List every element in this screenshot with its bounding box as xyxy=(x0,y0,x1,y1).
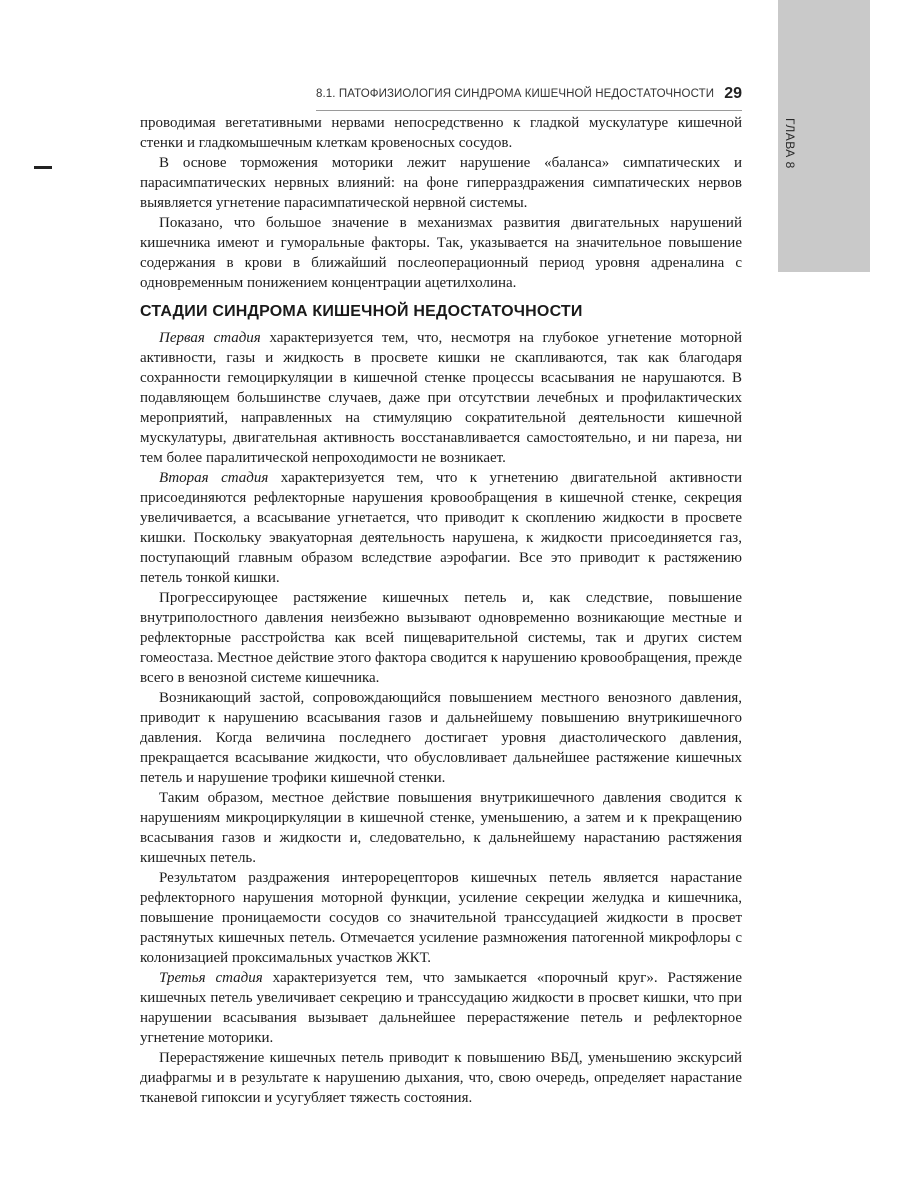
paragraph: Результатом раздражения интерорецепторов кишечных петель является нарастание рефлекторного нарушения моторной функции, усиление секреции желудка и кишечника, повышение проницаемости сосудов со значительной транссудацией жидкости в просвет растянутых кишечных петель. Отмечается усиление размножения патогенной микрофлоры с колонизацией проксимальных участков ЖКТ. xyxy=(140,870,742,966)
paragraph: Показано, что большое значение в механизмах развития двигательных нарушений кишечника имеют и гуморальные факторы. Так, указывается на значительное повышение содержания в крови в ближайший послеоперационный период уровня адреналина с одновременным понижением концентрации ацетилхолина. xyxy=(140,215,742,291)
paragraph: Возникающий застой, сопровождающийся повышением местного венозного давления, приводит к нарушению всасывания газов и дальнейшему повышению внутрикишечного давления. Когда величина последнего достигает уровня диастолического давления, прекращается всасывание жидкости, что обусловливает дальнейшее растяжение кишечных петель и нарушение трофики кишечной стенки. xyxy=(140,690,742,786)
page-number: 29 xyxy=(724,85,742,102)
paragraph: Прогрессирующее растяжение кишечных петель и, как следствие, повышение внутриполостного давления неизбежно вызывают одновременно возникающие местные и рефлекторные расстройства как всей пищеварительной системы, так и других систем гомеостаза. Местное действие этого фактора сводится к нарушению кровообращения, прежде всего в венозной системе кишечника. xyxy=(140,590,742,686)
paragraph: проводимая вегетативными нервами непосредственно к гладкой мускулатуре кишечной стенки и гладкомышечным клеткам кровеносных сосудов. xyxy=(140,115,742,151)
chapter-tab-label: ГЛАВА 8 xyxy=(783,118,797,169)
page-body xyxy=(140,113,742,1108)
stage-2-term: Вторая стадия xyxy=(159,470,269,486)
paragraph-stage-3 xyxy=(140,968,742,1048)
stage-3-text: характеризуется тем, что замыкается «порочный круг». Растяжение кишечных петель увеличивает секрецию и транссудацию жидкости в просвет кишки, что при нарушении всасывания вызывает дальнейшее перерастяжение петель и рефлекторное угнетение моторики. xyxy=(140,970,742,1046)
paragraph-stage-1 xyxy=(140,328,742,468)
paragraph: Таким образом, местное действие повышения внутрикишечного давления сводится к нарушениям микроциркуляции в кишечной стенке, уменьшению, а затем и к прекращению всасывания газов и жидкости и, следовательно, к дальнейшему нарастанию растяжения кишечных петель. xyxy=(140,790,742,866)
stage-1-text: характеризуется тем, что, несмотря на глубокое угнетение моторной активности, газы и жидкость в просвете кишки не скапливаются, так как благодаря сохранности гемоциркуляции в кишечной стенке процессы всасывания не нарушаются. В подавляющем большинстве случаев, даже при отсутствии лечебных и профилактических мероприятий, направленных на стимуляцию сократительной деятельности кишечной мускулатуры, двигательная активность восстанавливается самостоятельно, и ни пареза, ни тем более паралитической непроходимости не возникает. xyxy=(140,330,743,466)
paragraph: Перерастяжение кишечных петель приводит к повышению ВБД, уменьшению экскурсий диафрагмы и в результате к нарушению дыхания, что, свою очередь, определяет нарастание тканевой гипоксии и усугубляет тяжесть состояния. xyxy=(140,1050,742,1106)
paragraph: В основе торможения моторики лежит нарушение «баланса» симпатических и парасимпатических нервных влияний: на фоне гиперраздражения симпатических нервов выявляется угнетение парасимпатической нервной системы. xyxy=(140,155,742,211)
running-header xyxy=(316,85,746,108)
stage-1-term: Первая стадия xyxy=(159,330,261,346)
running-header-title: 8.1. ПАТОФИЗИОЛОГИЯ СИНДРОМА КИШЕЧНОЙ НЕДОСТАТОЧНОСТИ xyxy=(316,88,715,100)
paragraph-stage-2 xyxy=(140,468,742,588)
header-rule xyxy=(316,110,742,111)
section-heading: СТАДИИ СИНДРОМА КИШЕЧНОЙ НЕДОСТАТОЧНОСТИ xyxy=(140,303,583,320)
stage-3-term: Третья стадия xyxy=(159,970,263,986)
margin-dash-mark xyxy=(34,166,52,169)
stage-2-text: характеризуется тем, что к угнетению двигательной активности присоединяются рефлекторные нарушения кровообращения в кишечной стенке, секреция увеличивается, а всасывание угнетается, что приводит к скоплению жидкости в просвете кишки. Поскольку эвакуаторная деятельность нарушена, к жидкости присоединяется газ, поступающий главным образом вследствие аэрофагии. Все это приводит к растяжению петель тонкой кишки. xyxy=(140,470,742,586)
